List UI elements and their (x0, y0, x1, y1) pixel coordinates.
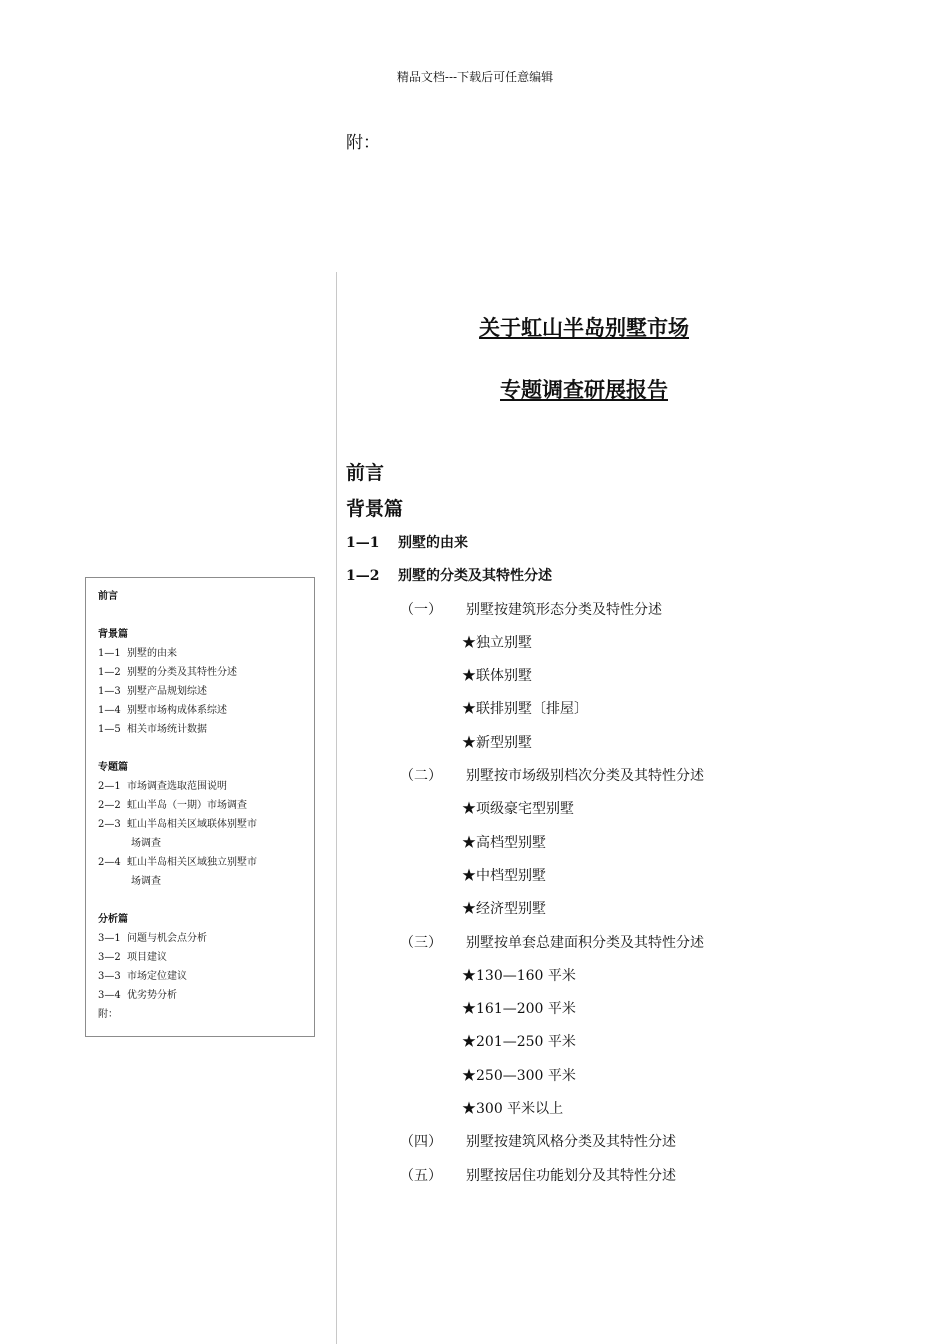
list-item: ★161—200 平米 (462, 1001, 576, 1018)
toc-spacer (98, 739, 302, 758)
section-text: 别墅的由来 (398, 535, 468, 551)
toc-item (98, 967, 302, 986)
list-item: ★项级豪宅型别墅 (462, 801, 574, 818)
toc-item (98, 777, 302, 796)
heading-preface: 前言 (346, 462, 385, 484)
subsection-number: （四） (400, 1134, 442, 1151)
toc-number: 3—1 (98, 933, 121, 944)
subsection-4 (346, 1129, 926, 1162)
toc-preface: 前言 (98, 591, 118, 602)
toc-text: 优劣势分析 (127, 990, 177, 1001)
toc-text: 市场定位建议 (127, 971, 187, 982)
report-title-line1: 关于虹山半岛别墅市场 (479, 315, 689, 340)
list-item: ★独立别墅 (462, 634, 532, 651)
vertical-divider (336, 272, 337, 1344)
list-item: ★经济型别墅 (462, 901, 546, 918)
toc-number: 1—4 (98, 705, 121, 716)
toc-number: 1—2 (98, 667, 121, 678)
toc-item (98, 701, 302, 720)
subsection-5 (346, 1163, 926, 1196)
appendix-label: 附： (346, 133, 380, 153)
toc-item (98, 720, 302, 739)
toc-number: 2—4 (98, 857, 121, 868)
subsection-1 (346, 597, 926, 630)
list-item: ★联体别墅 (462, 668, 532, 685)
toc-item (98, 948, 302, 967)
toc-appendix: 附： (98, 1009, 118, 1020)
subsection-text: 别墅按市场级别档次分类及其特性分述 (466, 768, 704, 785)
list-item: ★300 平米以上 (462, 1101, 564, 1118)
subsection-text: 别墅按建筑风格分类及其特性分述 (466, 1134, 676, 1151)
subsection-text: 别墅按单套总建面积分类及其特性分述 (466, 934, 704, 951)
toc-number: 2—3 (98, 819, 121, 830)
list-item: ★新型别墅 (462, 734, 532, 751)
section-number: 1—2 (346, 568, 380, 585)
toc-item (98, 853, 302, 872)
subsection-text: 别墅按建筑形态分类及特性分述 (466, 601, 662, 618)
list-item: ★高档型别墅 (462, 834, 546, 851)
list-item: ★250—300 平米 (462, 1067, 576, 1084)
toc-text: 别墅的由来 (127, 648, 177, 659)
table-of-contents-box (85, 577, 315, 1037)
toc-text-continued: 场调查 (131, 838, 161, 849)
toc-text: 别墅的分类及其特性分述 (127, 667, 237, 678)
subsection-number: （二） (400, 768, 442, 785)
toc-number: 2—2 (98, 800, 121, 811)
section-1-1 (346, 530, 926, 563)
toc-item (98, 986, 302, 1005)
toc-number: 1—5 (98, 724, 121, 735)
outline-main (346, 458, 926, 1196)
section-text: 别墅的分类及其特性分述 (398, 568, 552, 585)
toc-number: 2—1 (98, 781, 121, 792)
toc-text: 虹山半岛相关区域联体别墅市 (127, 819, 257, 830)
subsection-number: （一） (400, 601, 442, 618)
toc-text: 虹山半岛（一期）市场调查 (127, 800, 247, 811)
list-item: ★联排别墅〔排屋〕 (462, 701, 588, 718)
list-item: ★130—160 平米 (462, 967, 576, 984)
toc-item (98, 682, 302, 701)
toc-text: 别墅市场构成体系综述 (127, 705, 227, 716)
page-header: 精品文档---下载后可任意编辑 (396, 70, 554, 84)
toc-number: 3—3 (98, 971, 121, 982)
toc-text-continued: 场调查 (131, 876, 161, 887)
toc-text: 问题与机会点分析 (127, 933, 207, 944)
section-1-2 (346, 563, 926, 596)
subsection-number: （三） (400, 934, 442, 951)
toc-text: 项目建议 (127, 952, 167, 963)
toc-heading-analysis: 分析篇 (98, 914, 128, 925)
toc-text: 市场调查选取范围说明 (127, 781, 227, 792)
toc-heading-background: 背景篇 (98, 629, 128, 640)
toc-item (98, 644, 302, 663)
section-number: 1—1 (346, 535, 380, 551)
toc-number: 1—3 (98, 686, 121, 697)
toc-spacer (98, 891, 302, 910)
list-item: ★201—250 平米 (462, 1034, 576, 1051)
toc-item (98, 663, 302, 682)
toc-number: 1—1 (98, 648, 121, 659)
toc-text: 别墅产品规划综述 (127, 686, 207, 697)
subsection-number: （五） (400, 1167, 442, 1184)
list-item: ★中档型别墅 (462, 867, 546, 884)
report-title-line2: 专题调查研展报告 (500, 377, 668, 402)
subsection-2 (346, 763, 926, 796)
heading-background: 背景篇 (346, 498, 404, 520)
toc-item (98, 815, 302, 834)
toc-number: 3—4 (98, 990, 121, 1001)
toc-spacer (98, 606, 302, 625)
subsection-3 (346, 930, 926, 963)
toc-item (98, 929, 302, 948)
toc-number: 3—2 (98, 952, 121, 963)
toc-text: 相关市场统计数据 (127, 724, 207, 735)
toc-heading-special: 专题篇 (98, 762, 128, 773)
subsection-text: 别墅按居住功能划分及其特性分述 (466, 1167, 676, 1184)
toc-item (98, 796, 302, 815)
toc-text: 虹山半岛相关区域独立别墅市 (127, 857, 257, 868)
